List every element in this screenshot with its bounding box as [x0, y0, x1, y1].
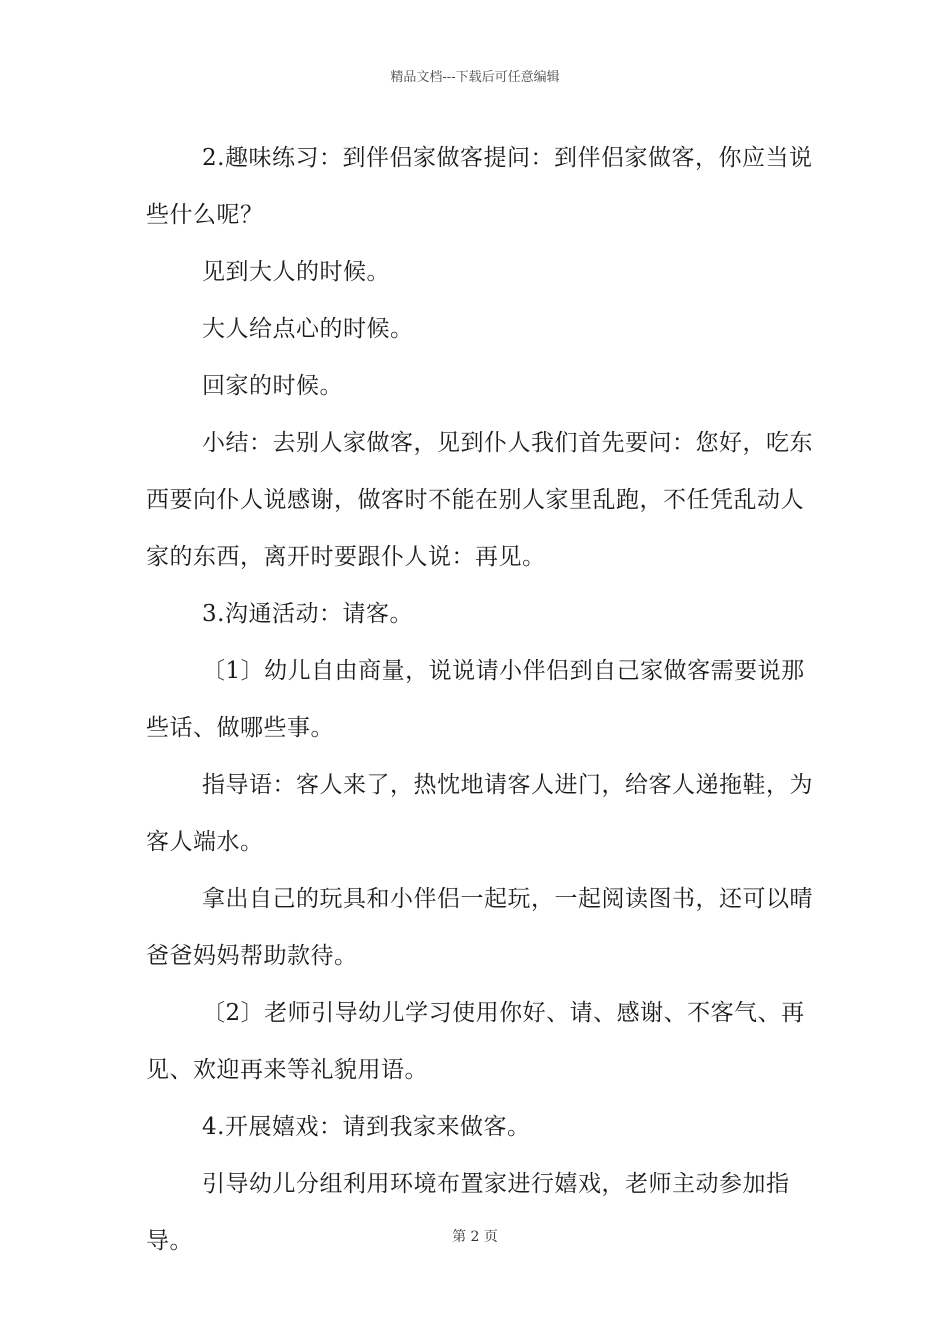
paragraph: 4.开展嬉戏：请到我家来做客。 [202, 1114, 531, 1140]
paragraph: 〔2〕老师引导幼儿学习使用你好、请、感谢、不客气、再见、欢迎再来等礼貌用语。 [146, 1000, 805, 1083]
page-header: 精品文档---下载后可任意编辑 [390, 70, 560, 85]
paragraph: 引导幼儿分组利用环境布置家进行嬉戏，老师主动参加指导。 [146, 1171, 790, 1254]
paragraph: 见到大人的时候。 [202, 259, 390, 285]
document-body [146, 130, 816, 1270]
paragraph: 3.沟通活动：请客。 [202, 601, 413, 627]
page-number: 第 2 页 [452, 1229, 498, 1245]
paragraph: 大人给点心的时候。 [202, 316, 414, 342]
paragraph: 指导语：客人来了，热忱地请客人进门，给客人递拖鞋，为客人端水。 [146, 772, 813, 855]
paragraph: 2.趣味练习：到伴侣家做客提问：到伴侣家做客，你应当说些什么呢？ [146, 145, 813, 228]
paragraph: 回家的时候。 [202, 373, 343, 399]
paragraph: 〔1〕幼儿自由商量，说说请小伴侣到自己家做客需要说那些话、做哪些事。 [146, 658, 805, 741]
paragraph: 小结：去别人家做客，见到仆人我们首先要问：您好，吃东西要向仆人说感谢，做客时不能在别人家里乱跑，不任凭乱动人家的东西，离开时要跟仆人说：再见。 [146, 430, 813, 570]
paragraph: 拿出自己的玩具和小伴侣一起玩，一起阅读图书，还可以晴爸爸妈妈帮助款待。 [146, 886, 813, 969]
